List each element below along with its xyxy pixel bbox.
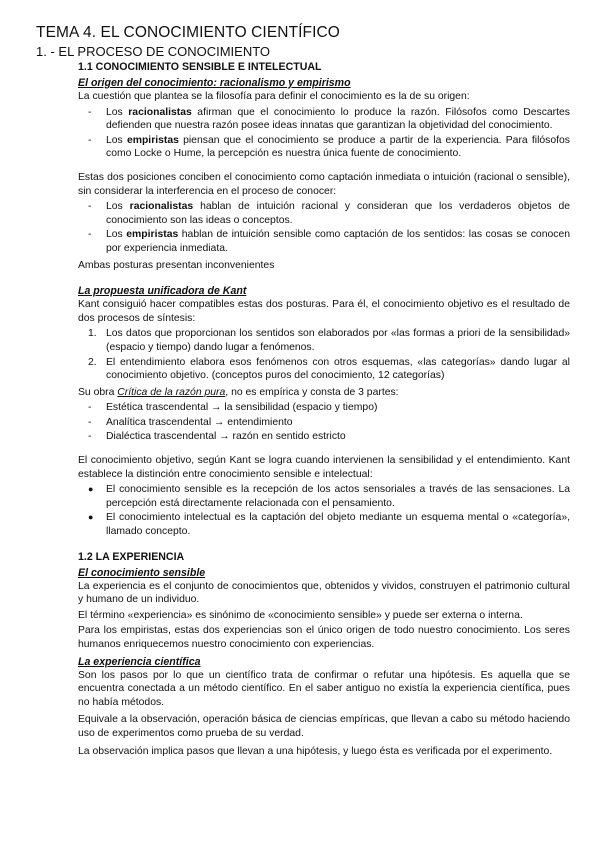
section-heading: 1. - EL PROCESO DE CONOCIMIENTO	[36, 44, 271, 59]
list-item: ● El conocimiento sensible es la recepción de los actos sensoriales a través de las sensaciones. La percepción está directamente relacionada con el pensamiento.	[88, 484, 570, 509]
paragraph: Para los empiristas, estas dos experiencias son el único origen de todo nuestro conocimiento. Los seres humanos enriquecemos nuestro conocimiento con experiencias.	[78, 625, 570, 650]
list-item: - Estética trascendental → la sensibilidad (espacio y tiempo)	[88, 402, 378, 414]
paragraph: El término «experiencia» es sinónimo de «conocimiento sensible» y puede ser externa o interna.	[78, 609, 523, 621]
kant-synthesis-list	[78, 327, 570, 382]
list-item: - Los empiristas hablan de intuición sensible como captación de los sentidos: las cosas se conocen por experiencia inmediata.	[88, 229, 570, 254]
paragraph: La cuestión que plantea se la filosofía para definir el conocimiento es la de su origen:	[78, 91, 470, 102]
paragraph: Ambas posturas presentan inconvenientes	[78, 259, 275, 271]
kant-parts-list	[78, 401, 570, 444]
intuition-list	[78, 200, 570, 255]
paragraph: La experiencia es el conjunto de conocimientos que, obtenidos y vividos, construyen el patrimonio cultural y humano de un individuo.	[78, 580, 570, 606]
list-item: 2. El entendimiento elabora esos fenómenos con otros esquemas, «las categorías» dando lugar al conocimiento objetivo. (conceptos puros del conocimiento, 12 categorías)	[88, 356, 570, 382]
paragraph: Son los pasos por lo que un científico trata de confirmar o refutar una hipótesis. Es aquella que se encuentra conectada a un método científico. En el saber antiguo no existía la experiencia científica, pues no había métodos.	[78, 669, 570, 708]
paragraph: La observación implica pasos que llevan a una hipótesis, y luego ésta es verificada por el experimento.	[78, 745, 553, 757]
list-item: 1. Los datos que proporcionan los sentidos son elaborados por «las formas a priori de la sensibilidad» (espacio y tiempo) dando lugar a fenómenos.	[88, 328, 570, 353]
list-item: - Los empiristas piensan que el conocimiento se produce a partir de la experiencia. Para filósofos como Locke o Hume, la percepción es nuestra única fuente de conocimiento.	[88, 134, 570, 160]
list-item: - Los racionalistas afirman que el conocimiento lo produce la razón. Filósofos como Descartes defienden que nuestra razón posee ideas innatas que garantizan la objetividad del conocimiento.	[88, 106, 570, 132]
paragraph: El conocimiento objetivo, según Kant se logra cuando intervienen la sensibilidad y el entendimiento. Kant establece la distinción entre conocimiento sensible e intelectual:	[78, 455, 570, 480]
origin-list	[78, 106, 570, 161]
topic-heading: La experiencia científica	[78, 655, 201, 668]
list-item: - Los racionalistas hablan de intuición racional y consideran que los verdaderos objetos de conocimiento son las ideas o conceptos.	[88, 201, 571, 226]
page-title: TEMA 4. EL CONOCIMIENTO CIENTÍFICO	[36, 24, 340, 41]
topic-heading: El origen del conocimiento: racionalismo y empirismo	[78, 77, 351, 89]
section-1-1	[78, 61, 570, 89]
knowledge-types-list	[78, 483, 570, 538]
list-item: ● El conocimiento intelectual es la captación del objeto mediante un esquema mental o «categoría», llamado concepto.	[88, 512, 570, 538]
section-1-2	[78, 551, 570, 579]
topic-heading: El conocimiento sensible	[78, 566, 206, 579]
paragraph: Su obra Crítica de la razón pura, no es empírica y consta de 3 partes:	[78, 386, 399, 398]
book-title: Crítica de la razón pura	[117, 386, 226, 398]
list-item: - Dialéctica trascendental → razón en sentido estricto	[88, 431, 346, 443]
paragraph: Equivale a la observación, operación básica de ciencias empíricas, que llevan a cabo su método haciendo uso de experimentos como prueba de su verdad.	[78, 714, 570, 739]
subsection-heading: 1.1 CONOCIMIENTO SENSIBLE E INTELECTUAL	[78, 61, 322, 73]
subsection-heading: 1.2 LA EXPERIENCIA	[78, 550, 185, 563]
topic-heading: La propuesta unificadora de Kant	[78, 285, 247, 298]
paragraph: Estas dos posiciones conciben el conocimiento como captación inmediata o intuición (racional o sensible), sin considerar la interferencia en el proceso de conocer:	[78, 171, 570, 197]
paragraph: Kant consiguió hacer compatibles estas dos posturas. Para él, el conocimiento objetivo es el resultado de dos procesos de síntesis:	[78, 299, 570, 324]
list-item: - Analítica trascendental → entendimiento	[88, 416, 293, 428]
